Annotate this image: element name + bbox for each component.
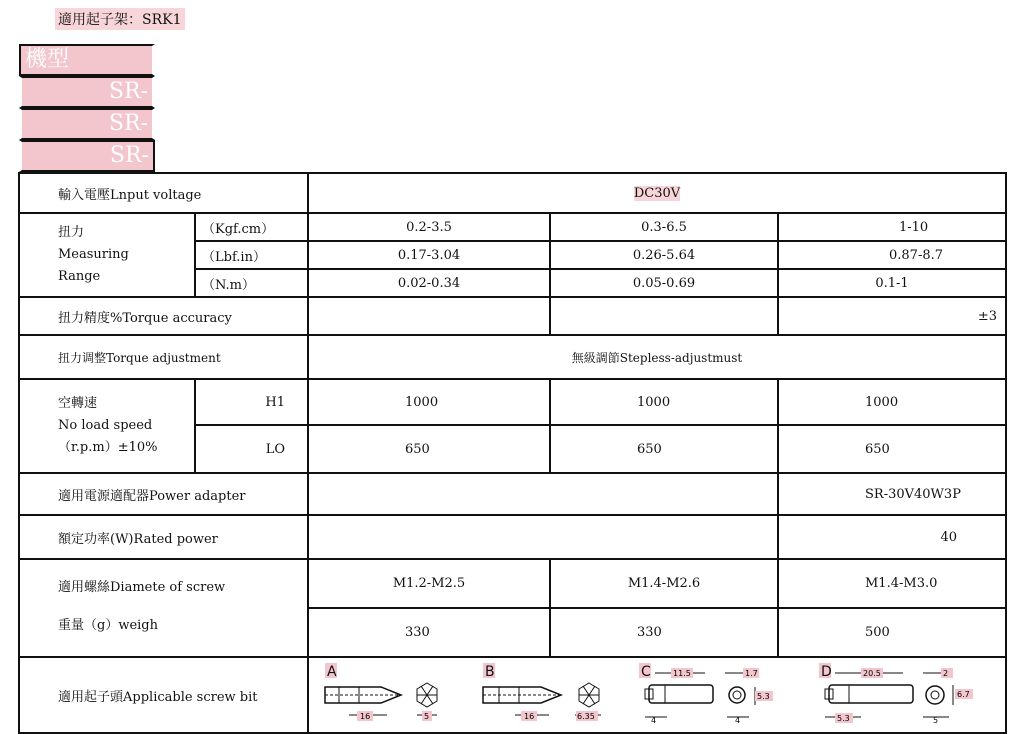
bit-c-dim: 11.5	[673, 669, 691, 678]
spec-table	[18, 44, 1007, 734]
torque-accuracy-empty-1	[308, 297, 550, 335]
bit-c-dim: 1.7	[745, 669, 758, 678]
bit-d-dim: 5.3	[837, 714, 850, 723]
header-row	[19, 44, 1006, 173]
weight-value: 500	[778, 608, 1006, 657]
speed-label-en: No load speed	[58, 418, 153, 433]
screw-diameter-value: M1.4-M2.6	[550, 559, 778, 608]
bit-b-dim: 6.35	[577, 712, 595, 721]
speed-sub-label: H1	[195, 379, 308, 425]
model-header-2	[19, 108, 155, 140]
bit-b-dim: 16	[524, 712, 535, 721]
bit-c	[639, 663, 773, 725]
torque-adjustment-row	[19, 335, 1006, 379]
screw-bit-row	[19, 657, 1006, 733]
torque-unit: （Kgf.cm）	[195, 213, 308, 241]
model-header-3	[19, 140, 155, 172]
screw-diameter-row	[19, 559, 1006, 608]
torque-accuracy-row	[19, 297, 1006, 335]
screw-bit-svg	[309, 659, 1005, 731]
bit-a-letter: A	[327, 664, 337, 680]
model-name-2: SR-	[22, 110, 152, 138]
input-voltage-label: 輸入電壓Lnput voltage	[19, 173, 308, 213]
speed-value: 650	[308, 425, 550, 473]
bit-b	[483, 663, 601, 721]
torque-adjustment-label: 扭力调整Torque adjustment	[19, 335, 308, 379]
speed-label-cn: 空轉速	[58, 396, 98, 411]
screw-diameter-value: M1.2-M2.5	[308, 559, 550, 608]
torque-label-cn: 扭力	[58, 225, 85, 240]
torque-value: 1-10	[778, 213, 1006, 241]
torque-value: 0.2-3.5	[308, 213, 550, 241]
bit-d-dim: 2	[943, 669, 949, 678]
rated-power-row	[19, 515, 1006, 559]
screw-weight-label-cell	[19, 559, 308, 657]
torque-unit: （Lbf.in）	[195, 241, 308, 269]
input-voltage-value: DC30V	[633, 185, 681, 201]
input-voltage-value-cell	[308, 173, 1006, 213]
torque-value: 0.3-6.5	[550, 213, 778, 241]
speed-value: 650	[778, 425, 1006, 473]
power-adapter-value: SR-30V40W3P	[778, 473, 1006, 515]
bit-a-dim: 5	[424, 712, 430, 721]
bit-a	[325, 663, 437, 721]
screw-bit-label: 適用起子頭Applicable screw bit	[19, 657, 308, 733]
bit-c-dim: 4	[735, 716, 741, 725]
torque-unit: （N.m）	[195, 269, 308, 297]
torque-value: 0.02-0.34	[308, 269, 550, 297]
rated-power-label: 額定功率(W)Rated power	[19, 515, 308, 559]
screw-diameter-label: 適用螺絲Diamete of screw	[58, 580, 226, 595]
weight-value: 330	[308, 608, 550, 657]
speed-value: 1000	[778, 379, 1006, 425]
torque-value: 0.87-8.7	[778, 241, 1006, 269]
power-adapter-row	[19, 473, 1006, 515]
torque-value: 0.1-1	[778, 269, 1006, 297]
model-name-1: SR-	[22, 78, 152, 106]
speed-sub-label: LO	[195, 425, 308, 473]
torque-label-en2: Range	[58, 269, 101, 284]
bit-c-dim: 4	[651, 716, 657, 725]
bit-d	[819, 663, 973, 725]
bit-d-dim: 5	[933, 716, 939, 725]
model-label-cell	[19, 44, 155, 76]
screw-bit-drawings	[308, 657, 1006, 733]
model-name-3: SR-	[22, 142, 153, 170]
weight-label: 重量（g）weigh	[58, 618, 158, 633]
speed-label-cell	[19, 379, 195, 473]
torque-label-en1: Measuring	[58, 247, 129, 262]
bit-c-dim: 5.3	[757, 692, 770, 701]
model-label: 機型	[21, 46, 152, 74]
speed-row-h1	[19, 379, 1006, 425]
bit-a-dim: 16	[360, 712, 371, 721]
speed-value: 650	[550, 425, 778, 473]
bit-b-letter: B	[485, 664, 495, 680]
torque-row-kgf	[19, 213, 1006, 241]
torque-value: 0.26-5.64	[550, 241, 778, 269]
weight-value: 330	[550, 608, 778, 657]
bit-c-letter: C	[641, 664, 651, 680]
applicable-holder-label: 適用起子架：SRK1	[55, 8, 185, 30]
speed-value: 1000	[308, 379, 550, 425]
bit-d-dim: 20.5	[863, 669, 881, 678]
power-adapter-empty	[308, 473, 778, 515]
torque-value: 0.17-3.04	[308, 241, 550, 269]
model-header-1	[19, 76, 155, 108]
torque-accuracy-empty-2	[550, 297, 778, 335]
input-voltage-row	[19, 173, 1006, 213]
speed-label-unit: （r.p.m）±10%	[58, 440, 158, 455]
torque-adjustment-value: 無級調節Stepless-adjustmust	[308, 335, 1006, 379]
rated-power-value: 40	[778, 515, 1006, 559]
power-adapter-label: 適用電源適配器Power adapter	[19, 473, 308, 515]
bit-d-dim: 6.7	[957, 690, 970, 699]
bit-d-letter: D	[821, 664, 832, 680]
torque-accuracy-label: 扭力精度%Torque accuracy	[19, 297, 308, 335]
screw-diameter-value: M1.4-M3.0	[778, 559, 1006, 608]
rated-power-empty	[308, 515, 778, 559]
torque-value: 0.05-0.69	[550, 269, 778, 297]
speed-value: 1000	[550, 379, 778, 425]
torque-label-cell	[19, 213, 195, 297]
torque-accuracy-value: ±3	[778, 297, 1006, 335]
